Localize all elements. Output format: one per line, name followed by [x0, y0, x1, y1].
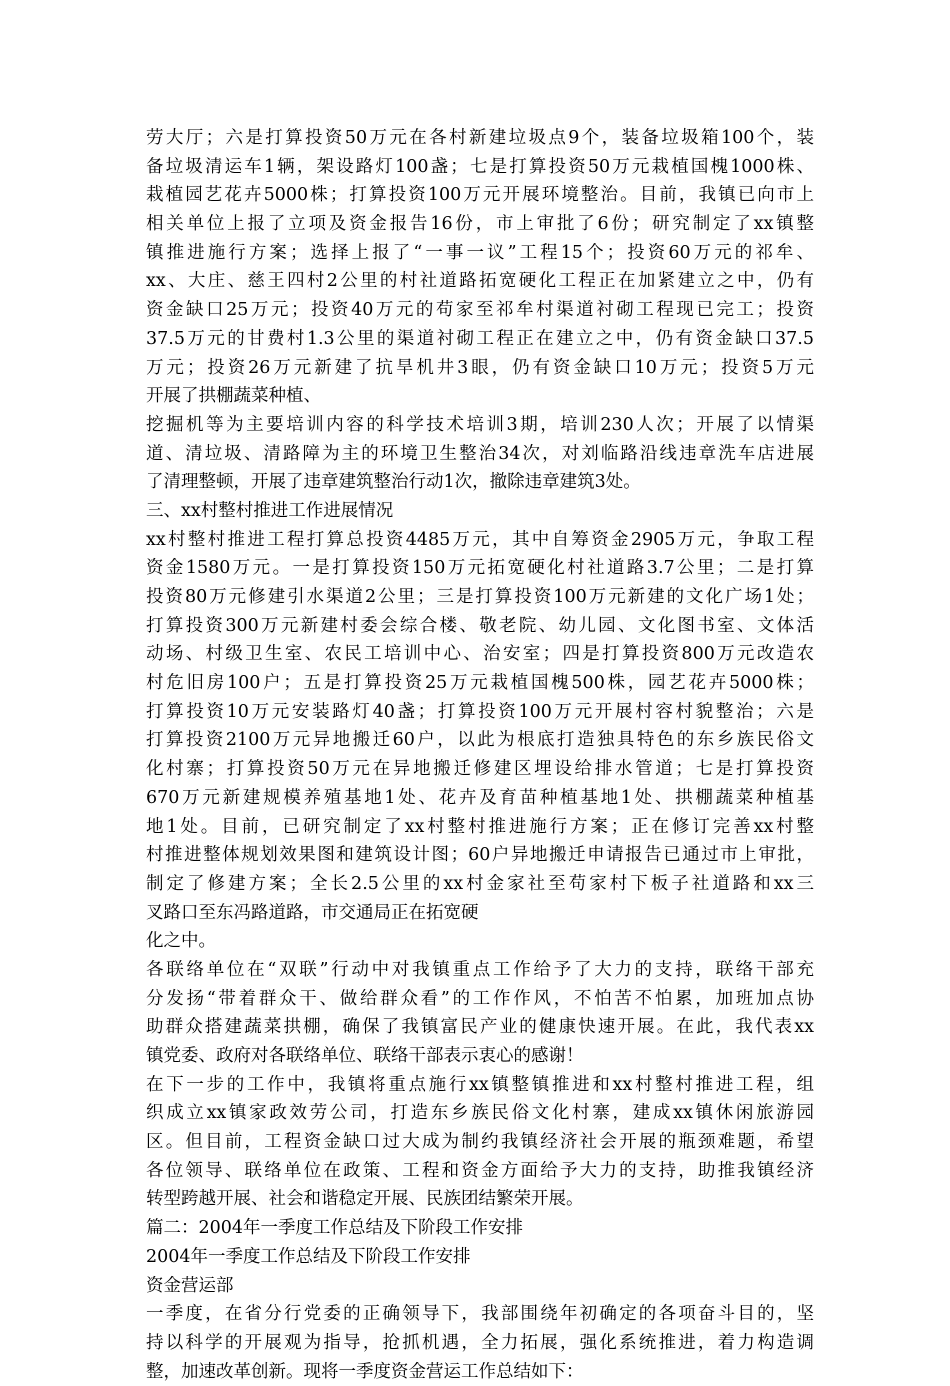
- text-line: 资金1580万元。一是打算投资150万元拓宽硬化村社道路3.7公里；二是打算: [146, 558, 814, 579]
- text-line: 栽植园艺花卉5000株；打算投资100万元开展环境整治。目前，我镇已向市上: [146, 185, 814, 206]
- text-line: 叉路口至东冯路道路，市交通局正在拓宽硬: [146, 902, 479, 923]
- text-line: 篇二：2004年一季度工作总结及下阶段工作安排: [146, 1218, 524, 1239]
- text-line: 村危旧房100户；五是打算投资25万元栽植国槐500株，园艺花卉5000株；: [146, 673, 814, 694]
- text-line: 打算投资2100万元异地搬迁60户，以此为根底打造独具特色的东乡族民俗文: [146, 730, 814, 751]
- text-line: 各位领导、联络单位在政策、工程和资金方面给予大力的支持，助推我镇经济: [146, 1160, 814, 1181]
- text-line: 持以科学的开展观为指导，抢抓机遇，全力拓展，强化系统推进，着力构造调: [146, 1332, 814, 1353]
- text-line: 化村寨；打算投资50万元在异地搬迁修建区埋设给排水管道；七是打算投资: [146, 759, 814, 780]
- text-line: 670万元新建规模养殖基地1处、花卉及育苗种植基地1处、拱棚蔬菜种植基: [146, 787, 814, 808]
- text-line: 动场、村级卫生室、农民工培训中心、治安室；四是打算投资800万元改造农: [146, 644, 814, 665]
- text-line: 镇推进施行方案；选择上报了“一事一议”工程15个；投资60万元的祁牟、: [146, 242, 814, 263]
- text-line: 备垃圾清运车1辆，架设路灯100盏；七是打算投资50万元栽植国槐1000株、: [146, 156, 814, 177]
- text-line: 各联络单位在“双联”行动中对我镇重点工作给予了大力的支持，联络干部充: [146, 959, 814, 980]
- text-line: 2004年一季度工作总结及下阶段工作安排: [146, 1246, 471, 1267]
- text-line: 一季度，在省分行党委的正确领导下，我部围绕年初确定的各项奋斗目的，坚: [146, 1304, 814, 1325]
- text-line: 劳大厅；六是打算投资50万元在各村新建垃圾点9个，装备垃圾箱100个，装: [146, 128, 814, 148]
- text-line: 村推进整体规划效果图和建筑设计图；60户异地搬迁申请报告已通过市上审批，: [146, 845, 814, 866]
- text-line: 资金缺口25万元；投资40万元的苟家至祁牟村渠道衬砌工程现已完工；投资: [146, 300, 814, 321]
- text-line: 区。但目前，工程资金缺口过大成为制约我镇经济社会开展的瓶颈难题，希望: [146, 1132, 814, 1153]
- document-body: [146, 124, 814, 1386]
- text-line: 织成立xx镇家政效劳公司，打造东乡族民俗文化村寨，建成xx镇休闲旅游园: [146, 1103, 814, 1124]
- text-line: 37.5万元的甘费村1.3公里的渠道衬砌工程正在建立之中，仍有资金缺口37.5: [146, 328, 814, 349]
- text-line: 分发扬“带着群众干、做给群众看”的工作作风，不怕苦不怕累，加班加点协: [146, 988, 814, 1009]
- text-line: 整，加速改革创新。现将一季度资金营运工作总结如下：: [146, 1361, 584, 1382]
- text-line: 投资80万元修建引水渠道2公里；三是打算投资100万元新建的文化广场1处；: [146, 587, 814, 607]
- text-line: 相关单位上报了立项及资金报告16份，市上审批了6份；研究制定了xx镇整: [146, 214, 814, 235]
- text-line: 制定了修建方案；全长2.5公里的xx村金家社至苟家村下板子社道路和xx三: [146, 873, 814, 894]
- text-line: 转型跨越开展、社会和谐稳定开展、民族团结繁荣开展。: [146, 1189, 584, 1210]
- text-line: 道、清垃圾、清路障为主的环境卫生整治34次，对刘临路沿线违章洗车店进展: [146, 443, 814, 464]
- text-line: 在下一步的工作中，我镇将重点施行xx镇整镇推进和xx村整村推进工程，组: [146, 1074, 814, 1095]
- text-line: 打算投资300万元新建村委会综合楼、敬老院、幼儿园、文化图书室、文体活: [146, 615, 814, 636]
- text-line: xx村整村推进工程打算总投资4485万元，其中自筹资金2905万元，争取工程: [146, 529, 814, 550]
- text-line: xx、大庄、慈王四村2公里的村社道路拓宽硬化工程正在加紧建立之中，仍有: [146, 271, 814, 292]
- text-line: 万元；投资26万元新建了抗旱机井3眼，仍有资金缺口10万元；投资5万元: [146, 357, 814, 378]
- text-line: 挖掘机等为主要培训内容的科学技术培训3期，培训230人次；开展了以情渠: [146, 414, 814, 435]
- text-line: 了清理整顿，开展了违章建筑整治行动1次，撤除违章建筑3处。: [146, 472, 641, 493]
- text-line: 三、xx村整村推进工作进展情况: [146, 500, 394, 521]
- text-line: 助群众搭建蔬菜拱棚，确保了我镇富民产业的健康快速开展。在此，我代表xx: [146, 1017, 814, 1038]
- text-line: 资金营运部: [146, 1275, 234, 1296]
- text-line: 打算投资10万元安装路灯40盏；打算投资100万元开展村容村貌整治；六是: [146, 701, 814, 722]
- text-line: 开展了拱棚蔬菜种植、: [146, 386, 321, 407]
- text-line: 地1处。目前，已研究制定了xx村整村推进施行方案；正在修订完善xx村整: [146, 816, 814, 837]
- text-line: 化之中。: [146, 931, 216, 952]
- text-line: 镇党委、政府对各联络单位、联络干部表示衷心的感谢！: [146, 1046, 584, 1066]
